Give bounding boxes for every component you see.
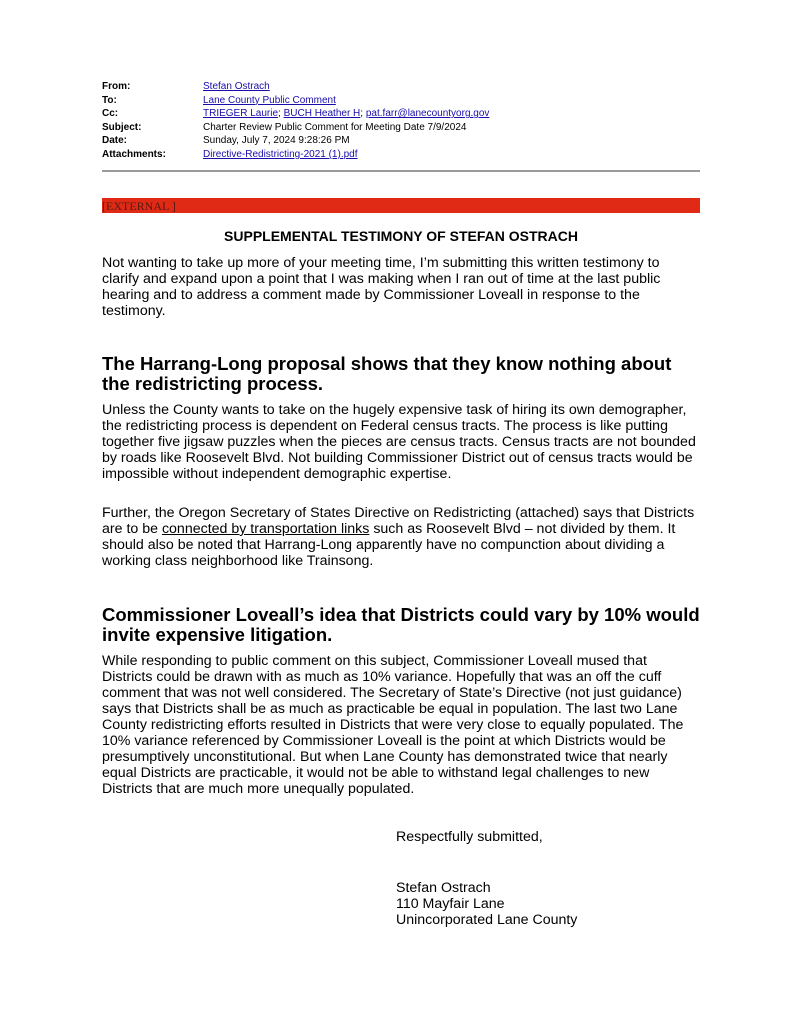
date-label: Date: xyxy=(102,135,128,147)
cc-link-trieger[interactable]: TRIEGER Laurie xyxy=(203,108,279,120)
email-header xyxy=(102,80,700,162)
signature-address: 110 Mayfair Lane xyxy=(396,896,505,912)
signature-name: Stefan Ostrach xyxy=(396,880,491,896)
cc-link-buch[interactable]: BUCH Heather H xyxy=(283,108,361,120)
subject-label: Subject: xyxy=(102,121,142,133)
date-row xyxy=(102,134,700,148)
section1-paragraph1: Unless the County wants to take on the hugely expensive task of hiring its own demographer, the redistricting process is dependent on Federal census tracts. The process is like putting together five jigsaw puzzles when the pieces are census tracts. Census tracts are not bounded by roads like Roosevelt Blvd. Not building Commissioner District out of census tracts would be impossible without independent demographic expertise. xyxy=(102,402,696,482)
header-divider xyxy=(102,170,700,172)
attachment-link[interactable]: Directive-Redistricting-2021 (1).pdf xyxy=(203,148,358,160)
from-row xyxy=(102,80,700,94)
signature-locality: Unincorporated Lane County xyxy=(396,912,578,928)
from-label: From: xyxy=(102,81,131,92)
date-value: Sunday, July 7, 2024 9:28:26 PM xyxy=(203,135,350,147)
external-banner xyxy=(102,198,700,213)
subject-row xyxy=(102,121,700,135)
to-link[interactable]: Lane County Public Comment xyxy=(203,94,336,106)
to-label: To: xyxy=(102,94,117,106)
cc-label: Cc: xyxy=(102,108,119,120)
transportation-links-text: connected by transportation links xyxy=(161,521,370,537)
section1-p2-before: Further, the Oregon Secretary of States Directive on Redistricting (attached) says that Districts are to be xyxy=(102,505,695,537)
closing-line: Respectfully submitted, xyxy=(396,829,543,845)
section1-heading: The Harrang-Long proposal shows that they know nothing about the redistricting process. xyxy=(102,353,672,394)
attachments-label: Attachments: xyxy=(102,148,166,160)
from-link[interactable]: Stefan Ostrach xyxy=(203,81,270,92)
to-row xyxy=(102,94,700,108)
signature-block xyxy=(396,880,577,928)
attachments-row xyxy=(102,148,700,162)
cc-link-farr[interactable]: pat.farr@lanecountyorg.gov xyxy=(365,108,490,120)
cc-row xyxy=(102,107,700,121)
section2-paragraph1: While responding to public comment on this subject, Commissioner Loveall mused that Districts could be drawn with as much as 10% variance. Hopefully that was an off the cuff comment that was not well considered. The Secretary of State’s Directive (not just guidance) says that Districts shall be as much as practicable be equal in population. The last two Lane County redistricting efforts resulted in Districts that were very close to equally populated. The 10% variance referenced by Commissioner Loveall is the point at which Districts would be presumptively unconstitutional. But when Lane County has demonstrated twice that nearly equal Districts are practicable, it would not be able to withstand legal challenges to new Districts that are much more unequally populated. xyxy=(102,653,684,797)
external-tag: [EXTERNAL ] xyxy=(102,199,176,213)
cc-separator: ; xyxy=(278,108,281,120)
section1-paragraph2 xyxy=(102,505,700,569)
subject-value: Charter Review Public Comment for Meeting Date 7/9/2024 xyxy=(203,121,467,133)
section1-p2-after: such as Roosevelt Blvd – not divided by them. It should also be noted that Harrang-Long apparently have no compunction about dividing a working class neighborhood like Trainsong. xyxy=(102,521,676,569)
intro-paragraph: Not wanting to take up more of your meeting time, I’m submitting this written testimony to clarify and expand upon a point that I was making when I ran out of time at the last public hearing and to address a comment made by Commissioner Loveall in response to the testimony. xyxy=(102,255,661,319)
document-title: SUPPLEMENTAL TESTIMONY OF STEFAN OSTRACH xyxy=(224,228,578,244)
cc-separator: ; xyxy=(360,108,364,120)
section2-heading: Commissioner Loveall’s idea that Districts could vary by 10% would invite expensive litigation. xyxy=(102,604,700,645)
